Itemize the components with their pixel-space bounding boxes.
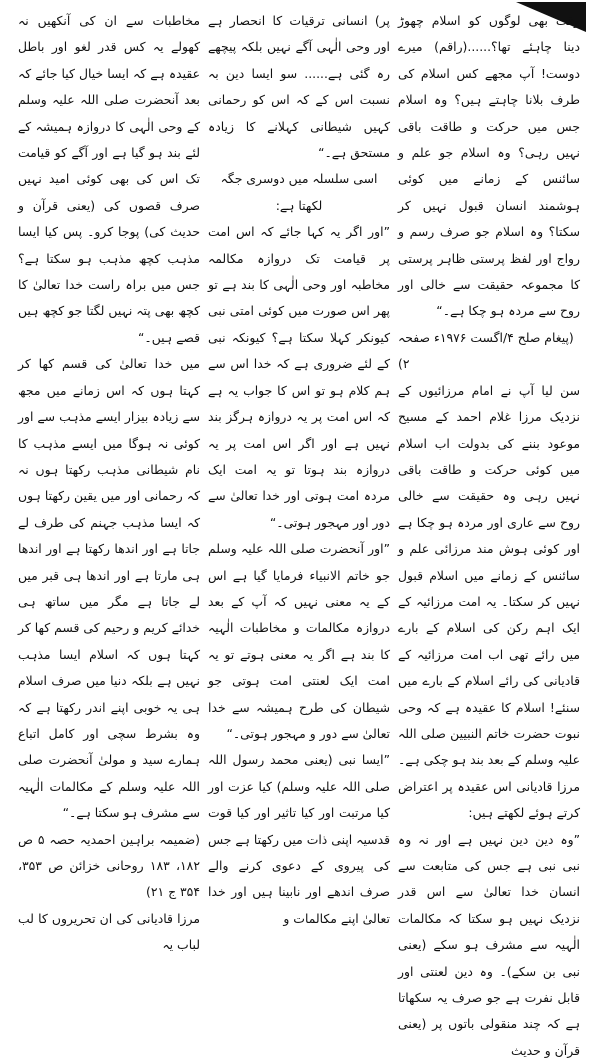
quote: ”اور آنحضرت صلی اللہ علیہ وسلم جو خاتم الانبیاء فرمایا گیا ہے اس کے یہ معنی نہیں کہ آپ کے بعد دروازہ مکالمات و مخاطبات الٰہیہ کا بند ہے اگر یہ معنی ہوتے تو یہ امت ایک لعنتی امت ہوتی جو شیطان کی طرح ہمیشہ سے خدا تعالیٰ سے دور و مہجور ہوتی۔“ [208, 541, 390, 741]
paragraph: مرزا قادیانی کی ان تحریروں کا لب لباب یہ [18, 910, 200, 953]
quote: ”وہ دین دین نہیں ہے اور نہ وہ نبی نبی ہے جس کی متابعت سے انسان خدا تعالیٰ سے اس قدر نزدیک نہیں ہو سکتا کہ مکالمات الٰہیہ سے مشرف ہو سکے (یعنی نبی بن سکے)۔ وہ دین لعنتی اور قابل نفرت ہے جو صرف یہ سکھاتا ہے کہ چند منقولی باتوں پر (یعنی قرآن و حدیث [398, 831, 580, 1058]
paragraph: میں خدا تعالیٰ کی قسم کھا کر کہتا ہوں کہ اس زمانے میں مجھ سے زیادہ بیزار ایسے مذہب سے اور کوئی نہ ہوگا میں ایسے مذہب کا نام شیطانی مذہب رکھتا ہوں نہ کہ رحمانی اور میں یقین رکھتا ہوں کہ ایسا مذہب جہنم کی طرف لے جاتا ہے اور اندھا رکھتا ہے اور اندھا ہی مارتا ہے اور اندھا ہی قبر میں لے جاتا ہے مگر میں ساتھ ہی خدائے کریم و رحیم کی قسم کھا کر کہتا ہوں کہ اسلام ایسا مذہب نہیں ہے بلکہ دنیا میں صرف اسلام ہی یہ خوبی اپنے اندر رکھتا ہے کہ وہ بشرط سچی اور کامل اتباع ہمارے سید و مولیٰ آنحضرت صلی اللہ علیہ وسلم کے مکالمات الٰہیہ سے مشرف ہو سکتا ہے۔“ [18, 356, 200, 821]
quote: ”ایسا نبی (یعنی محمد رسول اللہ صلی اللہ علیہ وسلم) کیا عزت اور کیا مرتبت اور کیا تاثیر اور کیا قوت قدسیہ اپنی ذات میں رکھتا ہے جس کی پیروی کے دعوی کرنے والے صرف اندھے اور نابینا ہیں اور خدا تعالیٰ اپنے مکالمات و [208, 752, 390, 926]
quote: مخاطبات سے ان کی آنکھیں نہ کھولے یہ کس قدر لغو اور باطل عقیدہ ہے کہ ایسا خیال کیا جائے کہ بعد آنحضرت صلی اللہ علیہ وسلم کے وحی الٰہی کا دروازہ ہمیشہ کے لئے بند ہو گیا ہے اور آگے کو قیامت تک اس کی بھی کوئی امید نہیں صرف قصوں کی (یعنی قرآن و حدیث کی) پوجا کرو۔ پس کیا ایسا مذہب کچھ مذہب ہو سکتا ہے؟ جس میں براہ راست خدا تعالیٰ کا کچھ بھی پتہ نہیں لگتا جو کچھ ہیں قصے ہیں۔“ [18, 13, 200, 345]
citation: (پیغام صلح ۴/اگست ۱۹۷۶ء صفحہ ۲) [398, 329, 574, 372]
paragraph: وقت بھی لوگوں کو اسلام چھوڑ دینا چاہئے تھا؟......(راقم) میرے دوست! آپ مجھے کس اسلام کی طرف بلانا چاہتے ہیں؟ وہ اسلام جس میں حرکت و طاقت باقی نہیں رہی؟ وہ اسلام جو علم و سائنس کے زمانے میں کوئی ہوشمند انسان قبول نہیں کر سکتا؟ وہ اسلام جو صرف رسم و رواج اور لفظ پرستی ظاہر پرستی کا مجموعہ حقیقت سے خالی اور روح سے مردہ ہو چکا ہے۔“ [398, 13, 580, 319]
quote: پر) انسانی ترقیات کا انحصار ہے اور وحی الٰہی آگے نہیں بلکہ پیچھے رہ گئی ہے...... سو ایسا دین بہ نسبت اس کے کہ اس کو رحمانی کہیں شیطانی کہلانے کا زیادہ مستحق ہے۔“ [208, 13, 390, 161]
paragraph: سن لیا آپ نے امام مرزائیوں کے نزدیک مرزا غلام احمد کے مسیح موعود بننے کی بدولت اب اسلام میں کوئی حرکت و طاقت باقی نہیں رہی وہ حقیقت سے خالی روح سے عاری اور مردہ ہو چکا ہے اور کوئی ہوش مند مرزائی علم و سائنس کے زمانے میں اسلام قبول نہیں کر سکتا۔ یہ امت مرزائیہ کے ایک اہم رکن کی اسلام کے بارے میں رائے تھی اب امت مرزائیہ کے قادیانی کی رائے اسلام کے بارے میں سنئے! اسلام کا عقیدہ ہے کہ وحی نبوت حضرت خاتم النبیین صلی اللہ علیہ وسلم کے بعد بند ہو چکی ہے۔ مرزا قادیانی اس عقیدہ پر اعتراض کرتے ہوئے لکھتے ہیں: [398, 382, 580, 821]
column-middle [204, 8, 394, 926]
column-left [14, 8, 204, 953]
paragraph: اسی سلسلہ میں دوسری جگہ لکھتا ہے: [220, 171, 378, 213]
column-right [394, 8, 584, 1058]
quote: ”اور اگر یہ کہا جائے کہ اس امت پر قیامت تک دروازہ مکالمہ مخاطبہ اور وحی الٰہی کا بند ہے تو پھر اس صورت میں کوئی امتی نبی کیونکر کہلا سکتا ہے؟ کیونکہ نبی کے لئے ضروری ہے کہ خدا اس سے ہم کلام ہو تو اس کا جواب یہ ہے کہ اس امت پر یہ دروازہ ہرگز بند نہیں ہے اور اگر اس امت پر یہ دروازہ بند ہوتا تو یہ امت ایک مردہ امت ہوتی اور خدا تعالیٰ سے دور اور مہجور ہوتی۔“ [208, 224, 390, 530]
citation: (ضمیمہ براہین احمدیہ حصہ ۵ ص ۱۸۲، ۱۸۳ روحانی خزائن ص ۳۵۳، ۳۵۴ ج ۲۱) [18, 831, 200, 900]
